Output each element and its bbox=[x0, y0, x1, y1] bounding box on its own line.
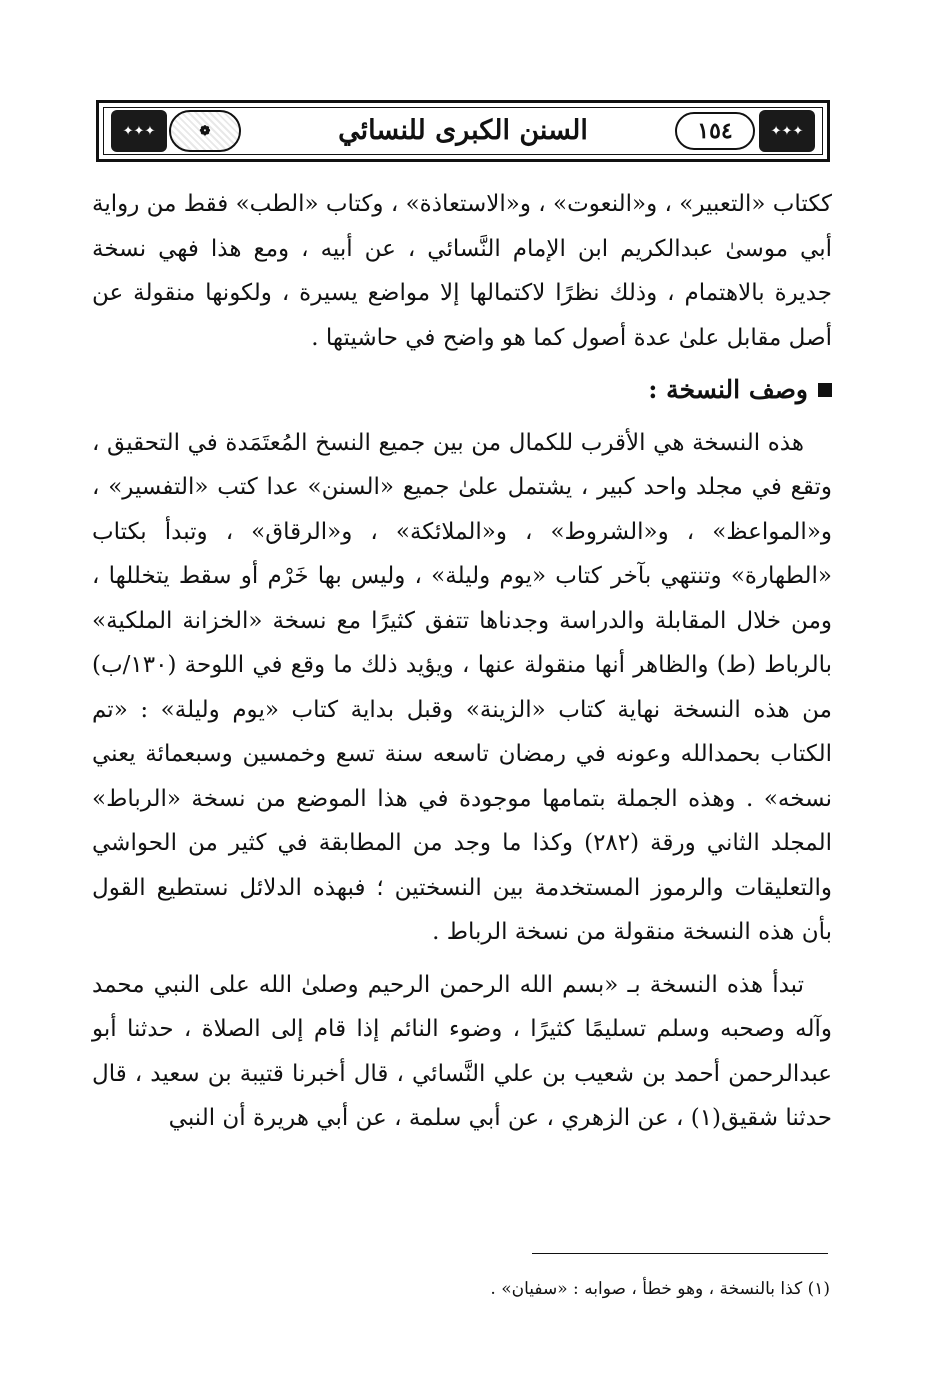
ornament-left-icon: ✦✦✦ bbox=[111, 110, 167, 152]
paragraph-opening: تبدأ هذه النسخة بـ «بسم الله الرحمن الرحيم وصلىٰ الله على النبي محمد وآله وصحبه وسلم تسليمًا كثيرًا ، وضوء النائم إذا قام إلى الصلاة ، حدثنا أبو عبدالرحمن أحمد بن شعيب بن علي النَّسائي ، قال أخبرنا قتيبة بن سعيد ، قال حدثنا شقيق(١) ، عن الزهري ، عن أبي سلمة ، عن أبي هريرة أن النبي bbox=[92, 971, 832, 1131]
footnote-divider bbox=[532, 1253, 828, 1254]
running-header bbox=[96, 100, 830, 162]
paragraph-intro: ككتاب «التعبير» ، و«النعوت» ، و«الاستعاذة» ، وكتاب «الطب» فقط من رواية أبي موسىٰ عبدالكريم ابن الإمام النَّسائي ، عن أبيه ، ومع هذا فهي نسخة جديرة بالاهتمام ، وذلك نظرًا لاكتمالها إلا مواضع يسيرة ، ولكونها منقولة عن أصل مقابل علىٰ عدة أصول كما هو واضح في حاشيتها . bbox=[92, 191, 833, 351]
square-bullet-icon bbox=[818, 383, 832, 397]
page-number: ١٥٤ bbox=[675, 112, 755, 150]
section-heading-text: وصف النسخة : bbox=[648, 375, 808, 404]
footnote: (١) كذا بالنسخة ، وهو خطأ ، صوابه : «سفيان» . bbox=[490, 1279, 830, 1299]
paragraph-description: هذه النسخة هي الأقرب للكمال من بين جميع النسخ المُعتَمَدة في التحقيق ، وتقع في مجلد واحد كبير ، يشتمل علىٰ جميع «السنن» عدا كتب «التفسير» ، و«المواعظ» ، و«الشروط» ، و«الملائكة» ، و«الرقاق» ، وتبدأ بكتاب «الطهارة» وتنتهي بآخر كتاب «يوم وليلة» ، وليس بها خَرْم أو سقط يتخللها ، ومن خلال المقابلة والدراسة وجدناها تتفق كثيرًا مع نسخة «الخزانة الملكية» بالرباط (ط) والظاهر أنها منقولة عنها ، ويؤيد ذلك ما وقع في اللوحة (١٣٠/ب) من هذه النسخة نهاية كتاب «الزينة» وقبل بداية كتاب «يوم وليلة» : «تم الكتاب بحمدالله وعونه في رمضان تاسعه سنة تسع وخمسين وسبعمائة يعني نسخه» . وهذه الجملة بتمامها موجودة في هذا الموضع من نسخة «الرباط» المجلد الثاني ورقة (٢٨٢) وكذا ما وجد من المطابقة في كثير من الحواشي والتعليقات والرموز المستخدمة بين النسختين ؛ فبهذه الدلائل نستطيع القول بأن هذه النسخة منقولة من نسخة الرباط . bbox=[92, 429, 833, 945]
book-seal-logo: ❁ bbox=[169, 110, 241, 152]
section-heading bbox=[92, 368, 832, 413]
page-body bbox=[92, 182, 832, 1141]
book-title: السنن الكبرى للنسائي bbox=[338, 115, 588, 146]
ornament-right-icon: ✦✦✦ bbox=[759, 110, 815, 152]
